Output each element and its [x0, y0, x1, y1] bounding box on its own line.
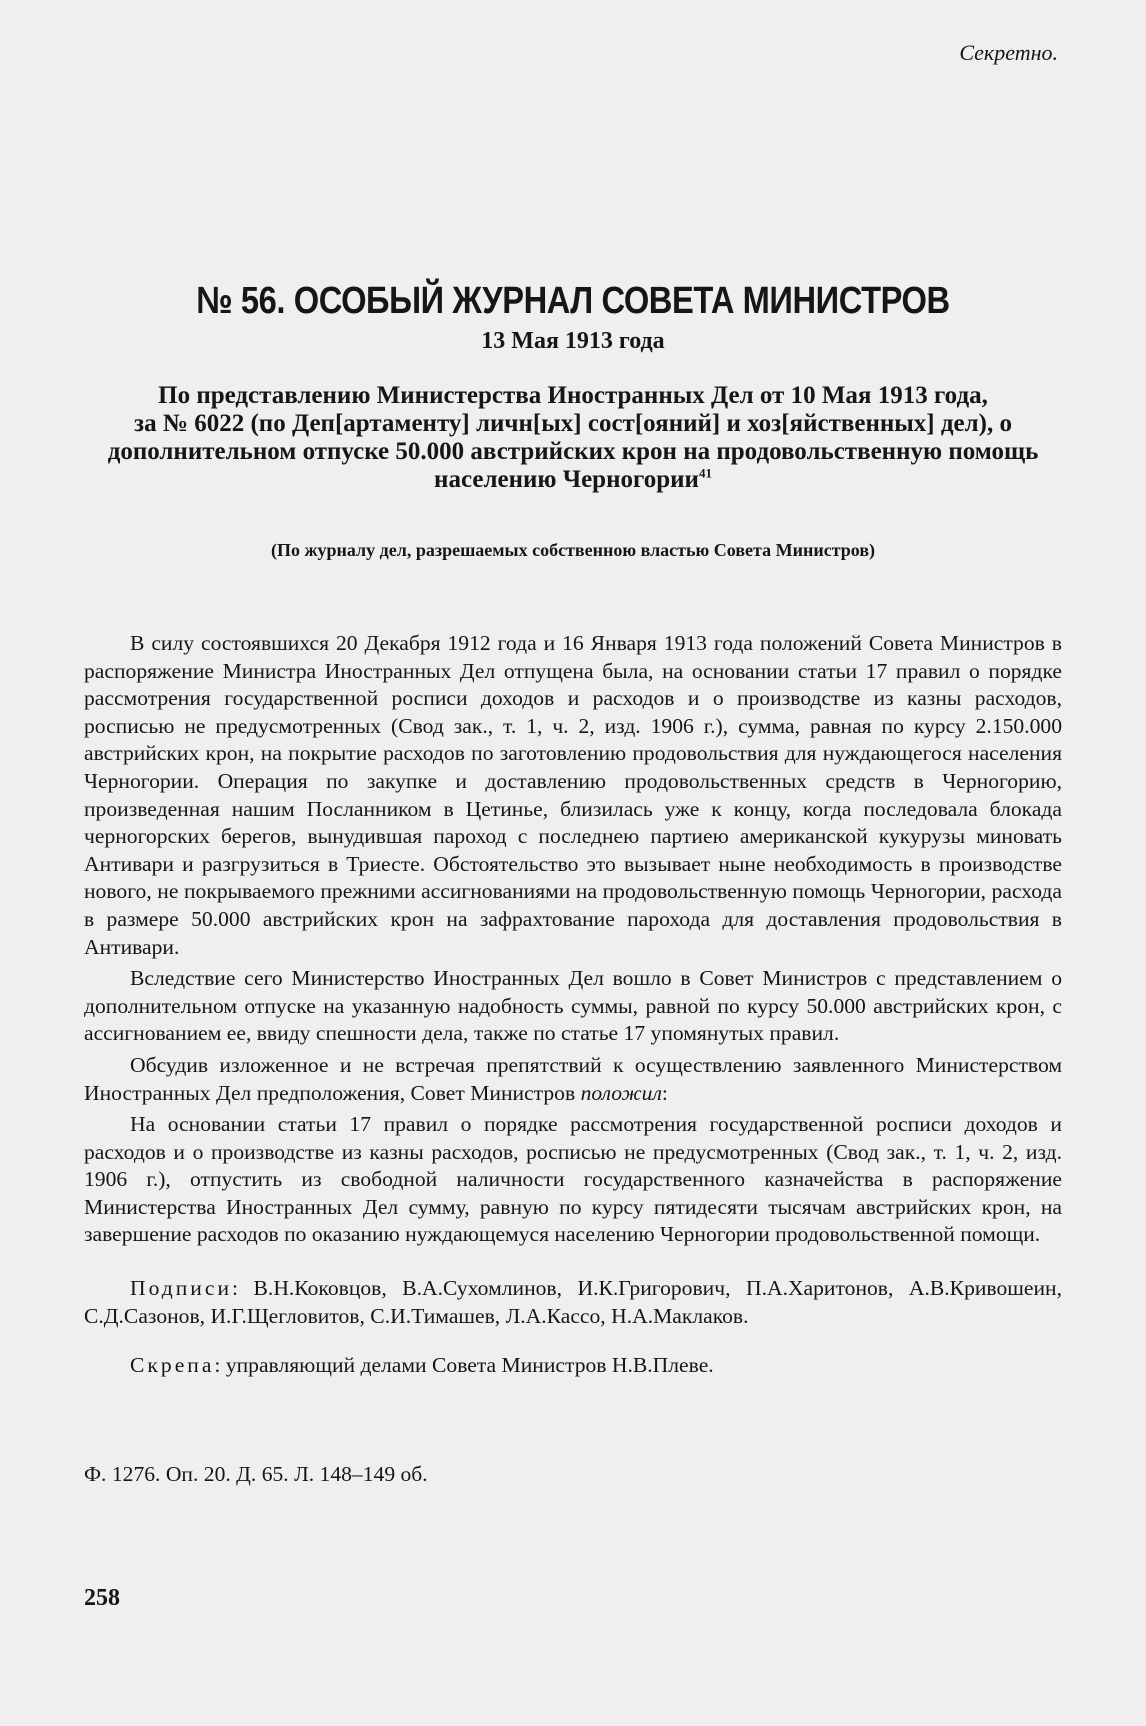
signatures-names: В.Н.Коковцов, В.А.Сухомлинов, И.К.Григорович, П.А.Харитонов, А.В.Кривошеин, С.Д.Сазонов, И.Г.Щегловитов, С.И.Тимашев, Л.А.Кассо, Н.А.Маклаков. — [84, 1276, 1062, 1328]
subject-line: за № 6022 (по Деп[артаменту] личн[ых] сост[ояний] и хоз[яйственных] дел), о — [134, 410, 1012, 437]
document-subject — [100, 382, 1046, 494]
paragraph — [84, 1052, 1062, 1107]
paragraph: Вследствие сего Министерство Иностранных Дел вошло в Совет Министров с представлением о дополнительном отпуске на указанную надобность суммы, равной по курсу 50.000 австрийских крон, с ассигнованием ее, ввиду спешности дела, также по статье 17 упомянутых правил. — [84, 966, 1062, 1046]
page-number: 258 — [84, 1585, 120, 1611]
subject-line-text: населению Черногории — [434, 466, 699, 493]
subject-line: По представлению Министерства Иностранных Дел от 10 Мая 1913 года, — [158, 382, 988, 409]
signatures: Подписи: В.Н.Коковцов, В.А.Сухомлинов, И.К.Григорович, П.А.Харитонов, А.В.Кривошеин, С.Д.Сазонов, И.Г.Щегловитов, С.И.Тимашев, Л.А.Кассо, Н.А.Маклаков. — [84, 1276, 1062, 1328]
paragraph: В силу состоявшихся 20 Декабря 1912 года и 16 Января 1913 года положений Совета Министров в распоряжение Министра Иностранных Дел отпущена была, на основании статьи 17 правил о порядке рассмотрения государственной росписи доходов и расходов и о производстве из казны расходов, росписью не предусмотренных (Свод зак., т. 1, ч. 2, изд. 1906 г.), сумма, равная по курсу 2.150.000 австрийских крон, на покрытие расходов по заготовлению продовольствия для нуждающегося населения Черногории. Операция по закупке и доставлению продовольственных средств в Черногорию, произведенная нашим Посланником в Цетинье, близилась уже к концу, когда последовала блокада черногорских берегов, вынудившая пароход с последнею партиею американской кукурузы миновать Антивари и разгрузиться в Триесте. Обстоятельство это вызывает ныне необходимость в производстве нового, не покрываемого прежними ассигнованиями на продовольственную помощь Черногории, расхода в размере 50.000 австрийских крон на зафрахтование парохода для доставления продовольствия в Антивари. — [84, 631, 1062, 959]
countersignature-label: Скрепа — [130, 1353, 215, 1378]
paragraph: На основании статьи 17 правил о порядке рассмотрения государственной росписи доходов и расходов и о производстве из казны расходов, росписью не предусмотренных (Свод зак., т. 1, ч. 2, изд. 1906 г.), отпустить из свободной наличности государственного казначейства в распоряжение Министерства Иностранных Дел сумму, равную по курсу пятидесяти тысячам австрийских крон, на завершение расходов по оказанию нуждающемуся населению Черногории продовольственной помощи. — [84, 1112, 1062, 1247]
footnote-reference: 41 — [698, 465, 712, 481]
countersignature-text: управляющий делами Совета Министров Н.В.Плеве. — [225, 1353, 714, 1378]
secrecy-stamp: Секретно. — [959, 40, 1058, 65]
countersignature: Скрепа: управляющий делами Совета Министров Н.В.Плеве. — [130, 1353, 714, 1378]
document-date: 13 Мая 1913 года — [481, 328, 665, 354]
journal-note: (По журналу дел, разрешаемых собственною властью Совета Министров) — [270, 540, 876, 560]
signatures-label: Подписи — [130, 1276, 233, 1301]
subject-line: дополнительном отпуске 50.000 австрийских крон на продовольственную помощь — [107, 438, 1039, 465]
paragraph-text: Обсудив изложенное и не встречая препятствий к осуществлению заявленного Министерством Иностранных Дел предположения, Совет Министров — [84, 1052, 1062, 1105]
subject-line — [100, 466, 1046, 494]
archive-reference: Ф. 1276. Оп. 20. Д. 65. Л. 148–149 об. — [84, 1462, 428, 1486]
paragraph-punctuation: : — [661, 1080, 668, 1105]
document-title: № 56. ОСОБЫЙ ЖУРНАЛ СОВЕТА МИНИСТРОВ — [196, 280, 950, 322]
document-body — [84, 630, 1062, 1384]
resolution-keyword: положил — [580, 1080, 662, 1105]
